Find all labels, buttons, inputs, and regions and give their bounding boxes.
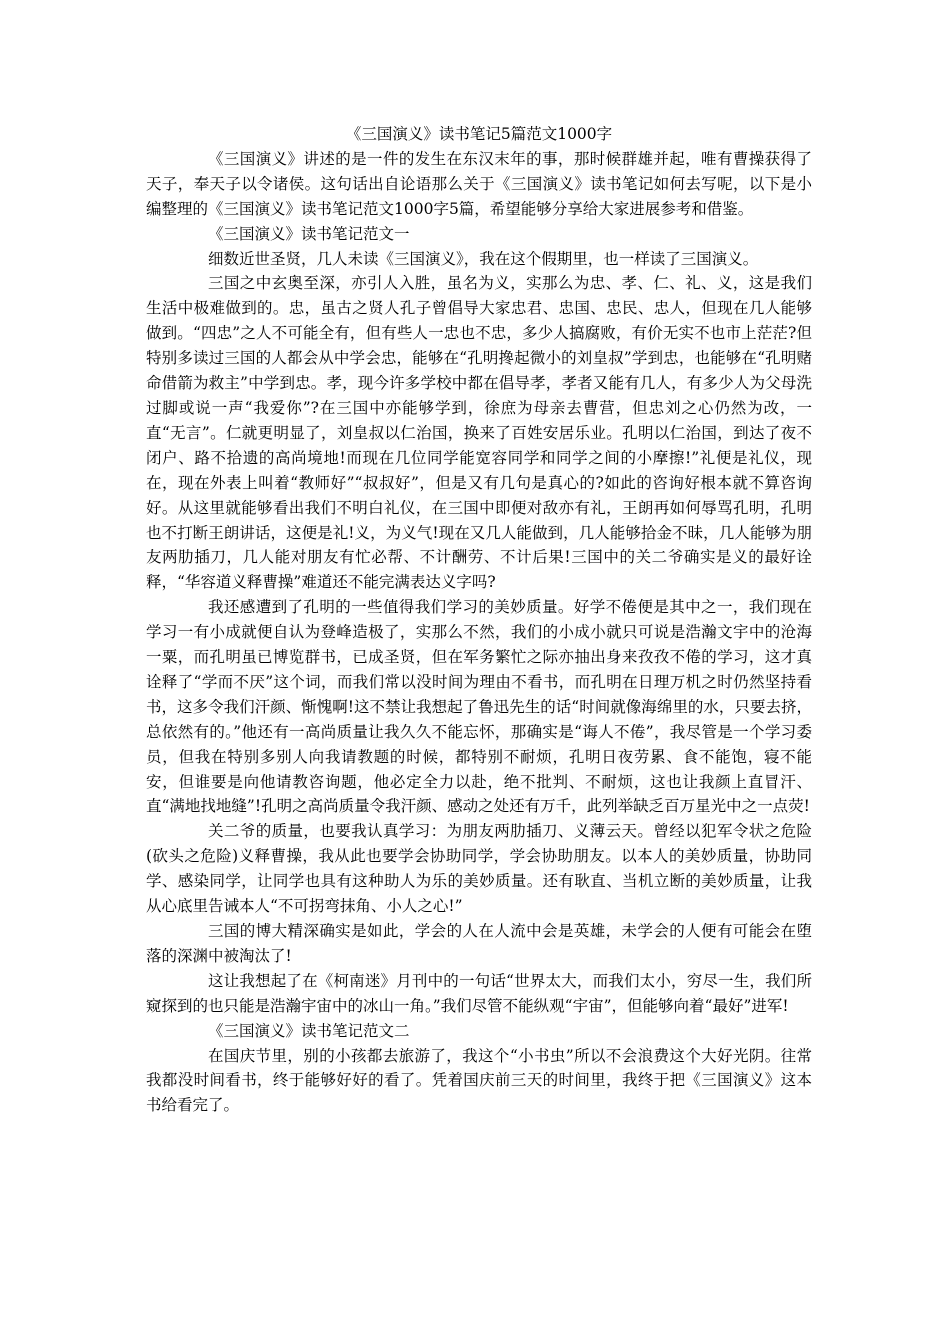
section1-paragraph-5: 三国的博大精深确实是如此，学会的人在人流中会是英雄，未学会的人便有可能会在堕落的深渊中被淘汰了! [146,922,812,965]
document-title: 《三国演义》读书笔记5篇范文1000字 [345,125,613,143]
document-page [146,122,812,1118]
section1-paragraph-3: 我还感遭到了孔明的一些值得我们学习的美妙质量。好学不倦便是其中之一，我们现在学习一有小成就便自认为登峰造极了，实那么不然，我们的小成小就只可说是浩瀚文宇中的沧海一粟，而孔明虽已博览群书，已成圣贤，但在军务繁忙之际亦抽出身来孜孜不倦的学习，这才真诠释了“学而不厌”这个词，而我们常以没时间为理由不看书，而孔明在日理万机之时仍然坚持看书，这多令我们汗颜、惭愧啊!这不禁让我想起了鲁迅先生的话“时间就像海绵里的水，只要去挤，总依然有的。”他还有一高尚质量让我久久不能忘怀，那确实是“诲人不倦”，我尽管是一个学习委员，但我在特别多别人向我请教题的时候，都特别不耐烦，孔明日夜劳累、食不能饱，寝不能安，但谁要是向他请教咨询题，他必定全力以赴，绝不批判、不耐烦，这也让我颜上直冒汗、直“满地找地缝”!孔明之高尚质量令我汗颜、感动之处还有万千，此列举缺乏百万星光中之一点荧! [146,598,812,816]
section1-paragraph-1: 细数近世圣贤，几人未读《三国演义》，我在这个假期里，也一样读了三国演义。 [208,249,759,268]
section1-paragraph-4: 关二爷的质量，也要我认真学习：为朋友两肋插刀、义薄云天。曾经以犯军令状之危险(砍头之危险)义释曹操，我从此也要学会协助同学，学会协助朋友。以本人的美妙质量，协助同学、感染同学，让同学也具有这种助人为乐的美妙质量。还有耿直、当机立断的美妙质量，让我从心底里告诫本人“不可拐弯抹角、小人之心!” [146,822,812,916]
section1-paragraph-2: 三国之中玄奥至深，亦引人入胜，虽名为义，实那么为忠、孝、仁、礼、义，这是我们生活中极难做到的。忠，虽古之贤人孔子曾倡导大家忠君、忠国、忠民、忠人，但现在几人能够做到。“四忠”之人不可能全有，但有些人一忠也不忠，多少人搞腐败，有价无实不也市上茫茫?但特别多读过三国的人都会从中学会忠，能够在“孔明搀起微小的刘皇叔”学到忠，也能够在“孔明赌命借箭为救主”中学到忠。孝，现今许多学校中都在倡导孝，孝者又能有几人，有多少人为父母洗过脚或说一声“我爱你”?在三国中亦能够学到，徐庶为母亲去曹营，但忠刘之心仍然为改，一直“无言”。仁就更明显了，刘皇叔以仁治国，换来了百姓安居乐业。孔明以仁治国，到达了夜不闭户、路不拾遗的高尚境地!而现在几位同学能宽容同学和同学之间的小摩擦!”礼便是礼仪，现在，现在外表上叫着“教师好”“叔叔好”，但是又有几句是真心的?如此的咨询好根本就不算咨询好。从这里就能够看出我们不明白礼仪，在三国中即便对敌亦有礼，王朗再如何辱骂孔明，孔明也不打断王朗讲话，这便是礼!义，为义气!现在又几人能做到，几人能够拾金不昧，几人能够为朋友两肋插刀，几人能对朋友有忙必帮、不计酬劳、不计后果!三国中的关二爷确实是义的最好诠释，“华容道义释曹操”难道还不能完满表达义字吗? [146,274,812,592]
section2-paragraph-1: 在国庆节里，别的小孩都去旅游了，我这个“小书虫”所以不会浪费这个大好光阴。往常我都没时间看书，终于能够好好的看了。凭着国庆前三天的时间里，我终于把《三国演义》这本书给看完了。 [146,1046,812,1115]
intro-paragraph: 《三国演义》讲述的是一件的发生在东汉末年的事，那时候群雄并起，唯有曹操获得了天子，奉天子以令诸侯。这句话出自论语那么关于《三国演义》读书笔记如何去写呢，以下是小编整理的《三国演义》读书笔记范文1000字5篇，希望能够分享给大家进展参考和借鉴。 [146,149,812,218]
section-heading-2: 《三国演义》读书笔记范文二 [208,1021,410,1040]
section-heading-1: 《三国演义》读书笔记范文一 [208,224,410,243]
section1-paragraph-6: 这让我想起了在《柯南迷》月刊中的一句话“世界太大，而我们太小，穷尽一生，我们所窥探到的也只能是浩瀚宇宙中的冰山一角。”我们尽管不能纵观“宇宙”，但能够向着“最好”进军! [146,971,812,1015]
